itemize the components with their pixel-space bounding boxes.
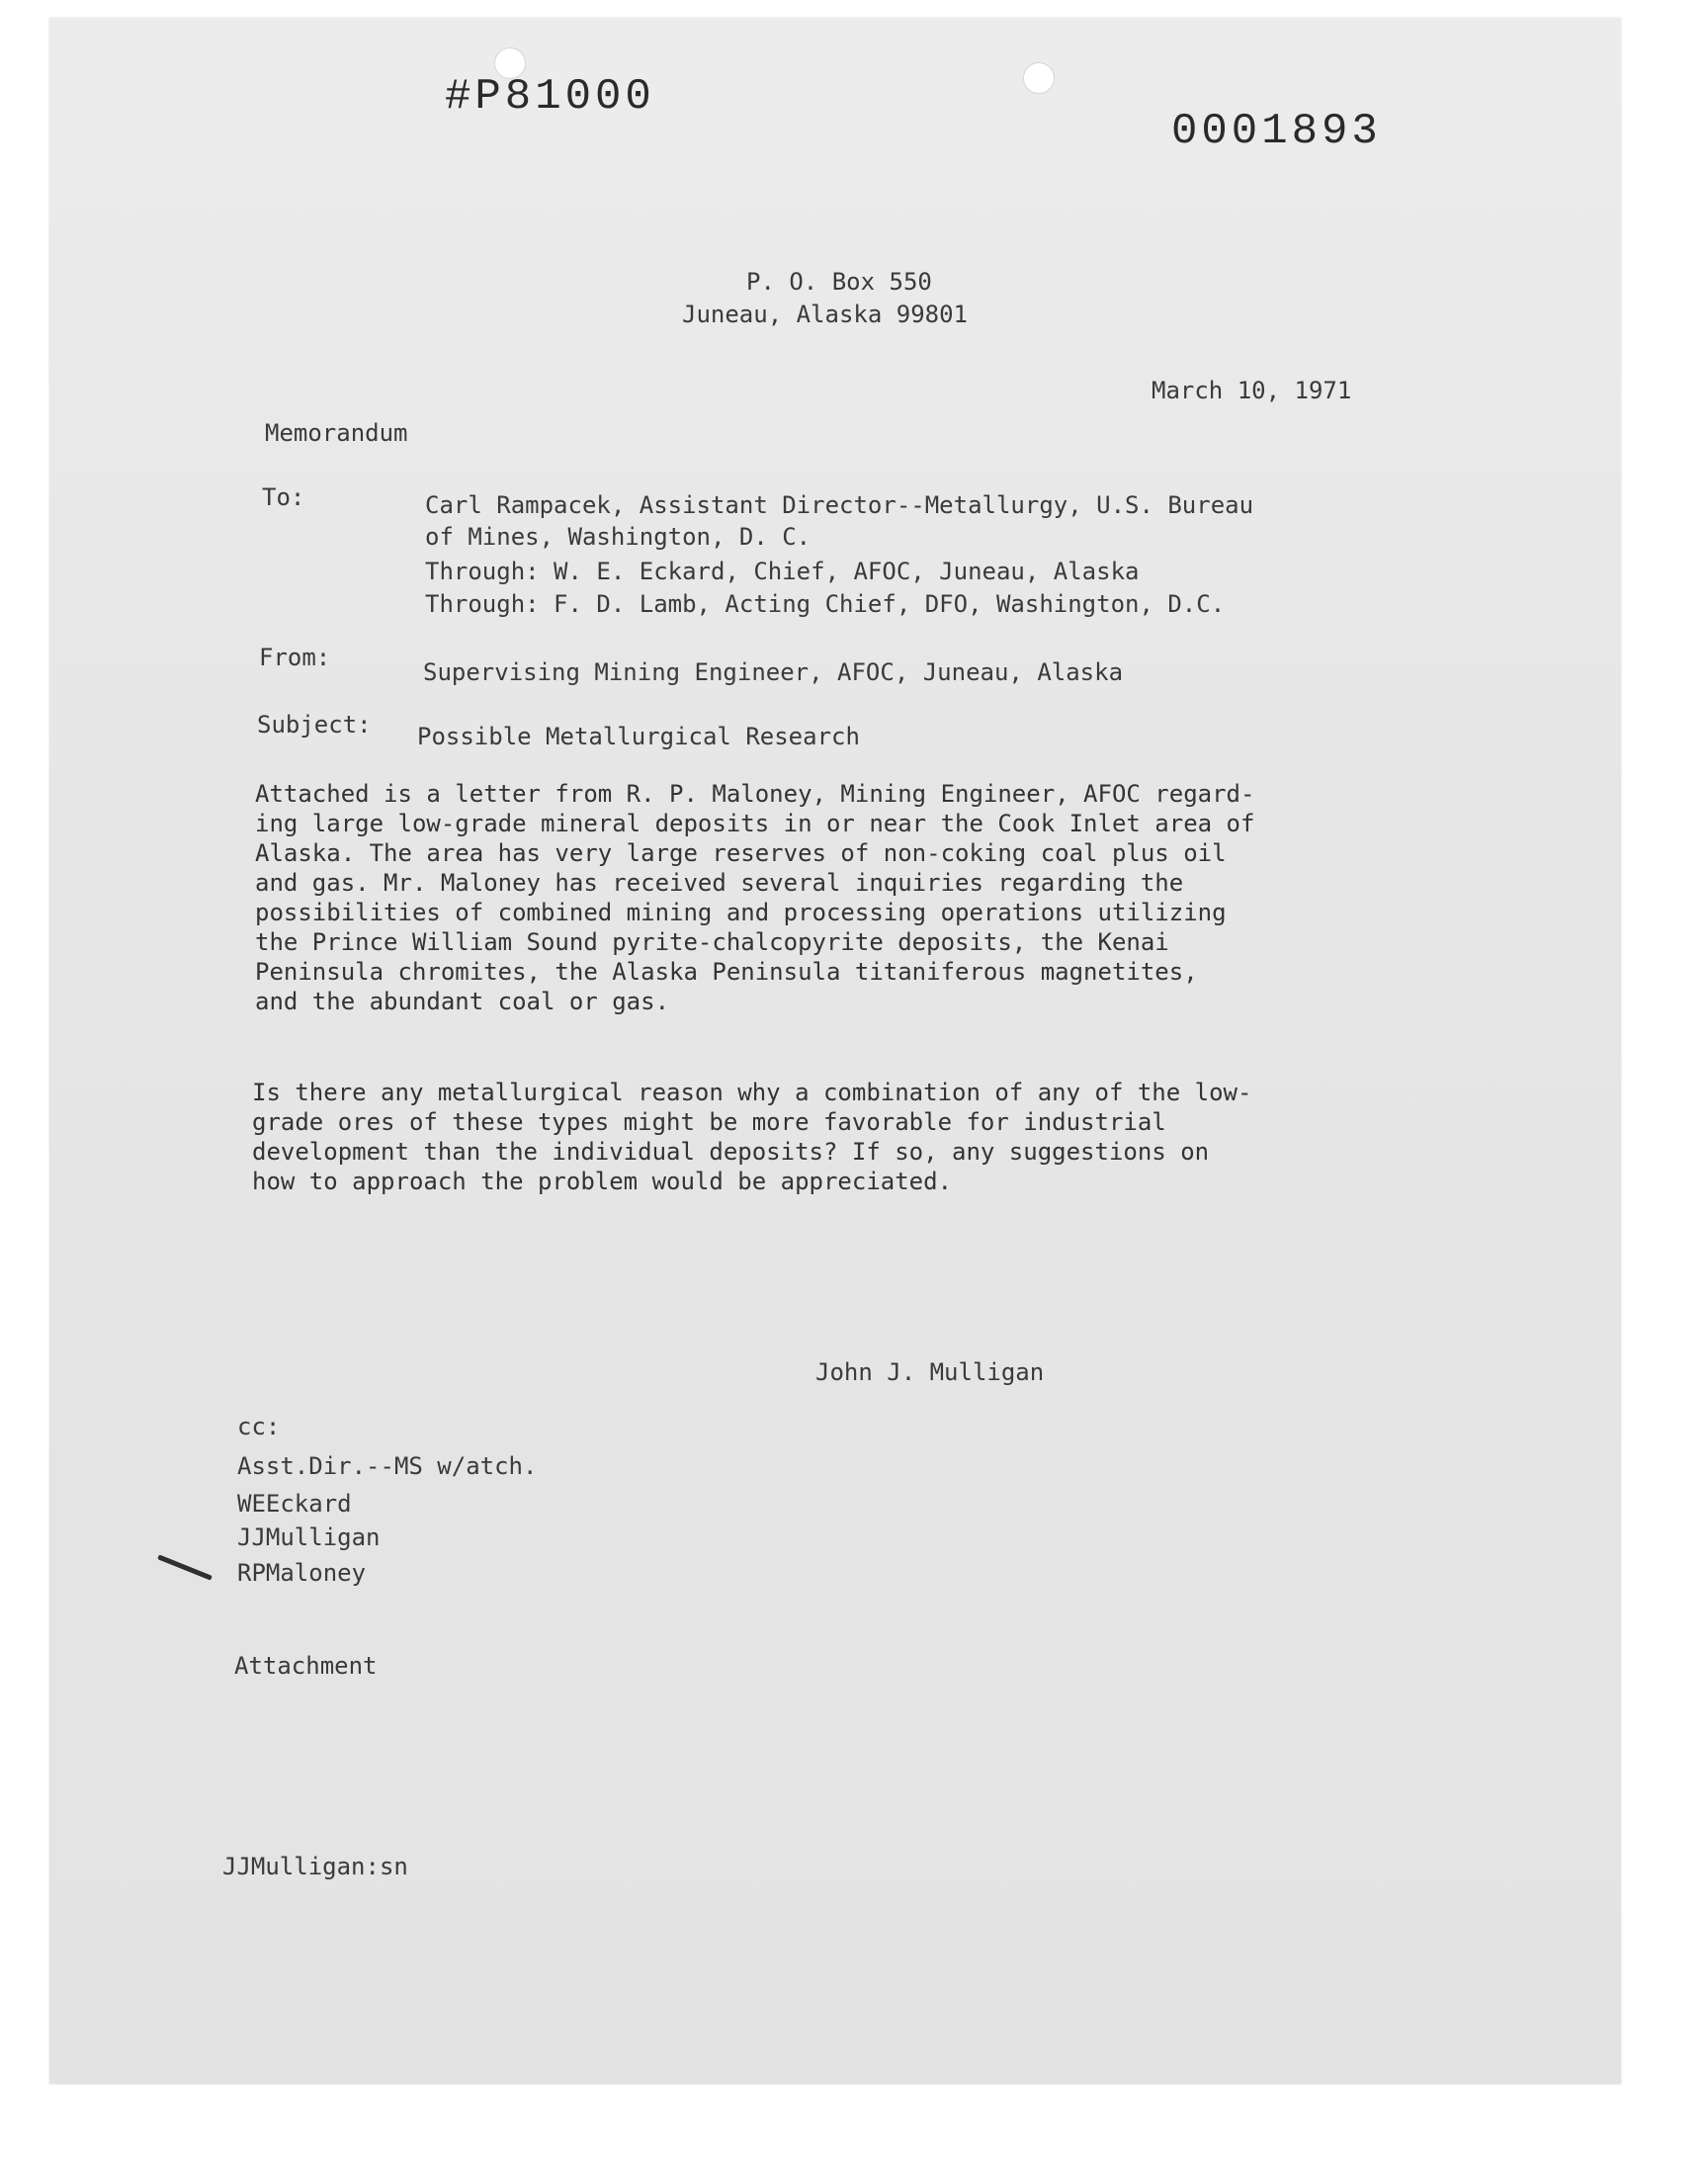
body-p1-line-3: Alaska. The area has very large reserves of non-coking coal plus oil — [255, 839, 1227, 867]
punch-hole-right — [1023, 62, 1055, 94]
stamp-left: #P81000 — [445, 72, 655, 122]
to-line-4: Through: F. D. Lamb, Acting Chief, DFO, Washington, D.C. — [425, 590, 1226, 618]
from-label: From: — [259, 644, 331, 671]
subject-label: Subject: — [257, 711, 372, 739]
body-p1-line-8: and the abundant coal or gas. — [255, 988, 670, 1015]
signature: John J. Mulligan — [815, 1358, 1045, 1386]
body-p1-line-5: possibilities of combined mining and processing operations utilizing — [255, 899, 1227, 926]
body-paragraph-1 — [255, 779, 1254, 1016]
body-p2-line-2: grade ores of these types might be more favorable for industrial — [252, 1108, 1166, 1136]
to-line-2: of Mines, Washington, D. C. — [425, 523, 811, 551]
cc-item-3: JJMulligan — [237, 1523, 381, 1551]
stamp-right: 0001893 — [1171, 107, 1382, 156]
body-p2-line-3: development than the individual deposits? If so, any suggestions on — [252, 1138, 1210, 1166]
body-p1-line-2: ing large low-grade mineral deposits in or near the Cook Inlet area of — [255, 810, 1255, 837]
body-p1-line-6: the Prince William Sound pyrite-chalcopyrite deposits, the Kenai — [255, 928, 1169, 956]
body-p1-line-7: Peninsula chromites, the Alaska Peninsula titaniferous magnetites, — [255, 958, 1198, 986]
body-p1-line-4: and gas. Mr. Maloney has received several inquiries regarding the — [255, 869, 1184, 897]
subject-value: Possible Metallurgical Research — [417, 723, 860, 750]
body-p2-line-1: Is there any metallurgical reason why a combination of any of the low- — [252, 1079, 1252, 1106]
check-mark — [157, 1554, 213, 1580]
typist-initials: JJMulligan:sn — [222, 1853, 408, 1880]
memo-page — [49, 18, 1621, 2084]
to-label: To: — [262, 483, 305, 511]
doc-type: Memorandum — [265, 419, 408, 447]
cc-item-1: Asst.Dir.--MS w/atch. — [237, 1452, 538, 1480]
from-value: Supervising Mining Engineer, AFOC, Juneau, Alaska — [423, 658, 1124, 686]
attachment-note: Attachment — [234, 1652, 378, 1680]
cc-label: cc: — [237, 1413, 281, 1440]
to-line-1: Carl Rampacek, Assistant Director--Metallurgy, U.S. Bureau — [425, 491, 1254, 519]
to-line-3: Through: W. E. Eckard, Chief, AFOC, Juneau, Alaska — [425, 558, 1140, 585]
cc-item-4: RPMaloney — [237, 1559, 367, 1587]
memo-date: March 10, 1971 — [1152, 377, 1352, 404]
cc-item-2: WEEckard — [237, 1490, 352, 1518]
address-line2: Juneau, Alaska 99801 — [682, 301, 968, 328]
body-paragraph-2 — [252, 1078, 1251, 1196]
address-line1: P. O. Box 550 — [746, 268, 932, 296]
body-p2-line-4: how to approach the problem would be appreciated. — [252, 1168, 953, 1195]
body-p1-line-1: Attached is a letter from R. P. Maloney, Mining Engineer, AFOC regard- — [255, 780, 1255, 808]
